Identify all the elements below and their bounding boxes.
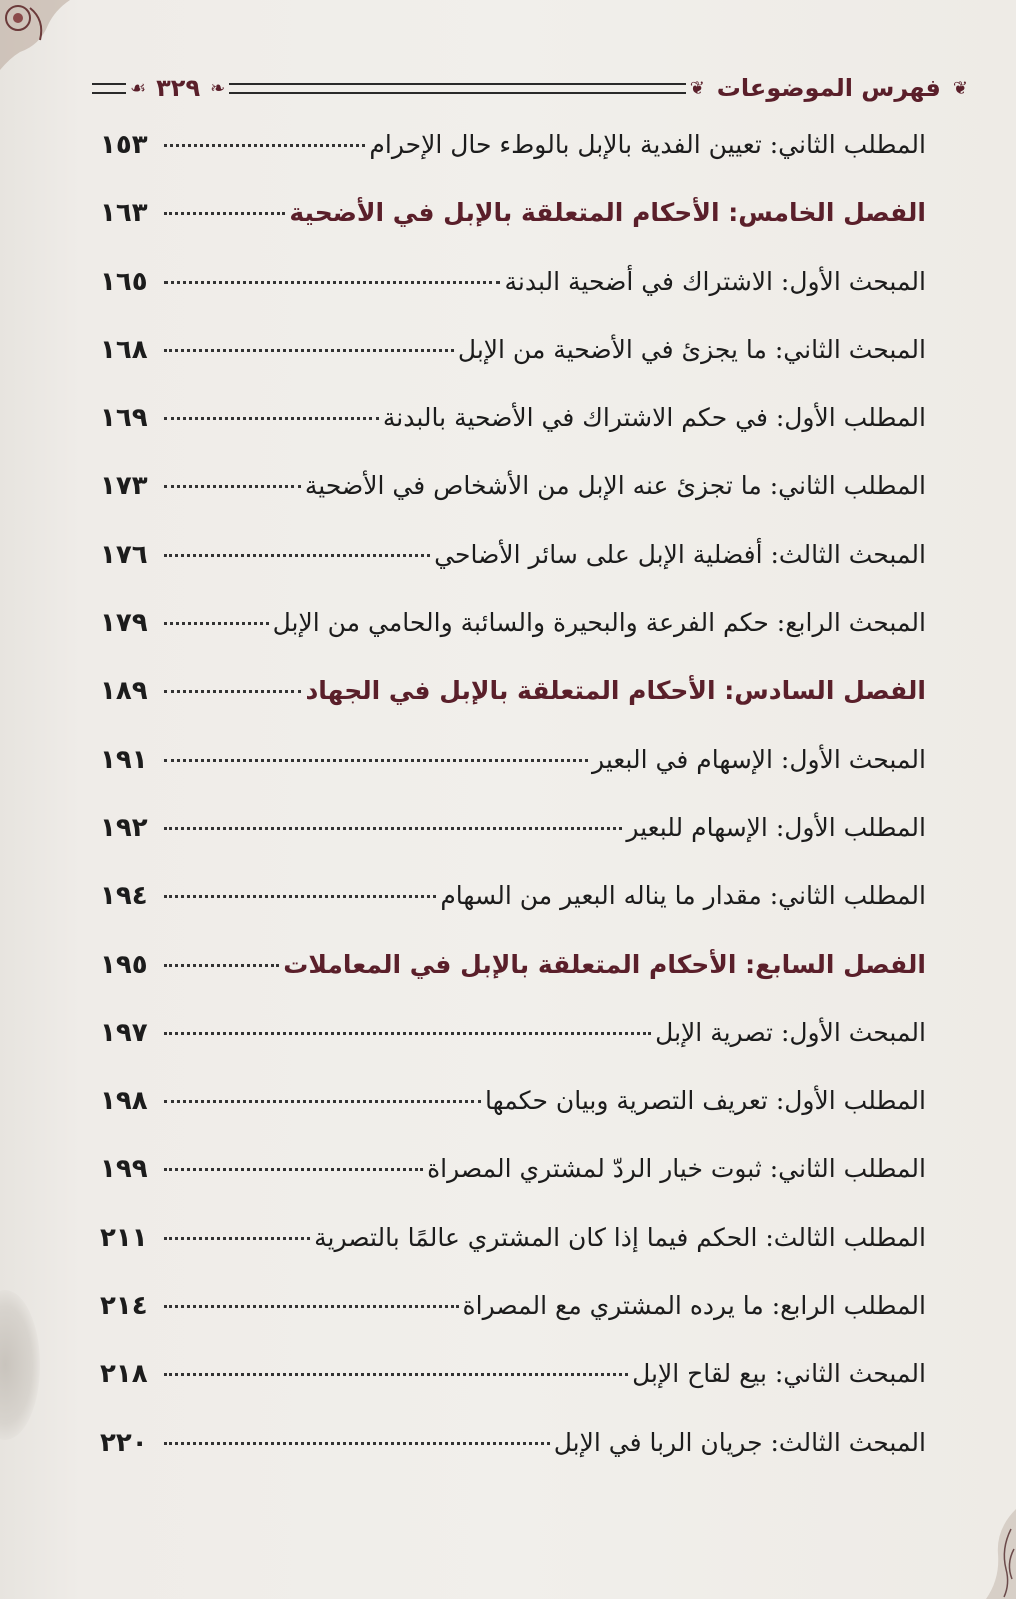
- dot-leader: [164, 1168, 423, 1171]
- toc-entry: [100, 1273, 926, 1341]
- toc-entry-page: ١٧٦: [100, 539, 148, 570]
- dot-leader: [164, 212, 285, 215]
- toc-entry: [100, 522, 926, 590]
- toc-entry: [100, 180, 926, 248]
- dot-leader: [164, 281, 500, 284]
- thumb-shadow: [0, 1290, 40, 1440]
- toc-entry-title: المطلب الثاني: ثبوت خيار الردّ لمشتري المصراة: [427, 1154, 926, 1184]
- ornament-icon: ❧: [210, 77, 226, 99]
- dot-leader: [164, 349, 454, 352]
- toc-entry-page: ١٦٣: [100, 198, 148, 229]
- toc-entry: [100, 249, 926, 317]
- dot-leader: [164, 1032, 651, 1035]
- toc-entry: [100, 453, 926, 521]
- toc-entry: [100, 385, 926, 453]
- toc-entry: [100, 932, 926, 1000]
- toc-entry-page: ١٩٤: [100, 881, 148, 912]
- toc-entry-page: ١٧٣: [100, 471, 148, 502]
- toc-entry-page: ١٨٩: [100, 676, 148, 707]
- toc-entry-page: ١٥٣: [100, 130, 148, 160]
- toc-entry-page: ٢١١: [100, 1222, 148, 1253]
- toc-entry-page: ١٩٩: [100, 1154, 148, 1185]
- toc-entry-title: المطلب الثالث: الحكم فيما إذا كان المشتري عالمًا بالتصرية: [314, 1222, 926, 1252]
- toc-entry-page: ١٩٥: [100, 949, 148, 980]
- toc-entry: [100, 795, 926, 863]
- toc-entry-title: المبحث الثاني: بيع لقاح الإبل: [632, 1359, 926, 1389]
- toc-entry-title: المبحث الثالث: جريان الربا في الإبل: [553, 1427, 926, 1457]
- toc-entry: [100, 1136, 926, 1204]
- toc-entry-page: ١٦٨: [100, 334, 148, 365]
- page-header: [92, 68, 972, 108]
- dot-leader: [164, 1305, 459, 1308]
- ornament-icon: ❦: [952, 77, 968, 99]
- dot-leader: [164, 1442, 550, 1445]
- dot-leader: [164, 554, 430, 557]
- toc-entry-title: المبحث الرابع: حكم الفرعة والبحيرة والسائبة والحامي من الإبل: [272, 608, 926, 638]
- corner-ornament: [976, 1509, 1016, 1599]
- toc-entry-title: المطلب الأول: تعريف التصرية وبيان حكمها: [485, 1086, 926, 1116]
- header-rule: [229, 83, 686, 94]
- dot-leader: [164, 485, 301, 488]
- toc-entry-title: المطلب الثاني: مقدار ما يناله البعير من السهام: [440, 881, 926, 911]
- toc-entry-title: المطلب الثاني: تعيين الفدية بالإبل بالوطء حال الإحرام: [369, 130, 926, 159]
- toc-entry-title: المطلب الرابع: ما يرده المشتري مع المصراة: [462, 1291, 926, 1321]
- header-rule: [92, 83, 126, 94]
- toc-entry-page: ١٩٧: [100, 1017, 148, 1048]
- dot-leader: [164, 759, 588, 762]
- toc-entry-page: ٢١٤: [100, 1291, 148, 1322]
- toc-entry-page: ١٧٩: [100, 608, 148, 639]
- toc-entry-page: ٢٢٠: [100, 1427, 148, 1458]
- dot-leader: [164, 417, 379, 420]
- toc-entry: [100, 1068, 926, 1136]
- toc-entry: [100, 317, 926, 385]
- toc-entry: [100, 727, 926, 795]
- toc-entry: [100, 112, 926, 180]
- toc-entry-title: المبحث الأول: الاشتراك في أضحية البدنة: [504, 266, 926, 296]
- page-header-title: فهرس الموضوعات: [716, 74, 941, 102]
- toc-entry-page: ١٦٥: [100, 266, 148, 297]
- toc-entry: [100, 863, 926, 931]
- toc-entry-page: ١٦٩: [100, 403, 148, 434]
- toc-entry: [100, 1000, 926, 1068]
- toc-entry-title: المبحث الثاني: ما يجزئ في الأضحية من الإبل: [457, 334, 926, 364]
- toc-entry: [100, 1410, 926, 1478]
- toc-entry-title: المطلب الأول: الإسهام للبعير: [626, 812, 926, 842]
- dot-leader: [164, 1373, 628, 1376]
- toc-entry-title: المبحث الثالث: أفضلية الإبل على سائر الأضاحي: [434, 539, 926, 569]
- toc-entry: [100, 1205, 926, 1273]
- toc-entry: [100, 590, 926, 658]
- toc-entry-page: ١٩١: [100, 744, 148, 775]
- toc-entry-page: ١٩٨: [100, 1086, 148, 1117]
- toc-chapter-title: الفصل السابع: الأحكام المتعلقة بالإبل في المعاملات: [283, 949, 926, 979]
- dot-leader: [164, 827, 622, 830]
- dot-leader: [164, 144, 365, 147]
- dot-leader: [164, 1237, 310, 1240]
- toc-entry-page: ٢١٨: [100, 1359, 148, 1390]
- toc-entry-title: المطلب الثاني: ما تجزئ عنه الإبل من الأشخاص في الأضحية: [304, 471, 926, 501]
- toc-entry-title: المطلب الأول: في حكم الاشتراك في الأضحية بالبدنة: [382, 403, 926, 433]
- dot-leader: [164, 964, 279, 967]
- page-number: ٣٢٩: [156, 74, 201, 102]
- dot-leader: [164, 622, 269, 625]
- dot-leader: [164, 895, 436, 898]
- ornament-icon: ☙: [130, 77, 147, 99]
- dot-leader: [164, 1100, 481, 1103]
- toc-chapter-title: الفصل السادس: الأحكام المتعلقة بالإبل في الجهاد: [305, 676, 926, 706]
- corner-ornament: [0, 0, 70, 70]
- toc-chapter-title: الفصل الخامس: الأحكام المتعلقة بالإبل في الأضحية: [289, 198, 926, 228]
- ornament-icon: ❦: [689, 77, 705, 99]
- toc-entry: [100, 658, 926, 726]
- dot-leader: [164, 690, 301, 693]
- toc-entry-page: ١٩٢: [100, 812, 148, 843]
- table-of-contents: [100, 112, 926, 1478]
- toc-entry-title: المبحث الأول: تصرية الإبل: [655, 1017, 926, 1047]
- toc-entry: [100, 1341, 926, 1409]
- toc-entry-title: المبحث الأول: الإسهام في البعير: [592, 744, 926, 774]
